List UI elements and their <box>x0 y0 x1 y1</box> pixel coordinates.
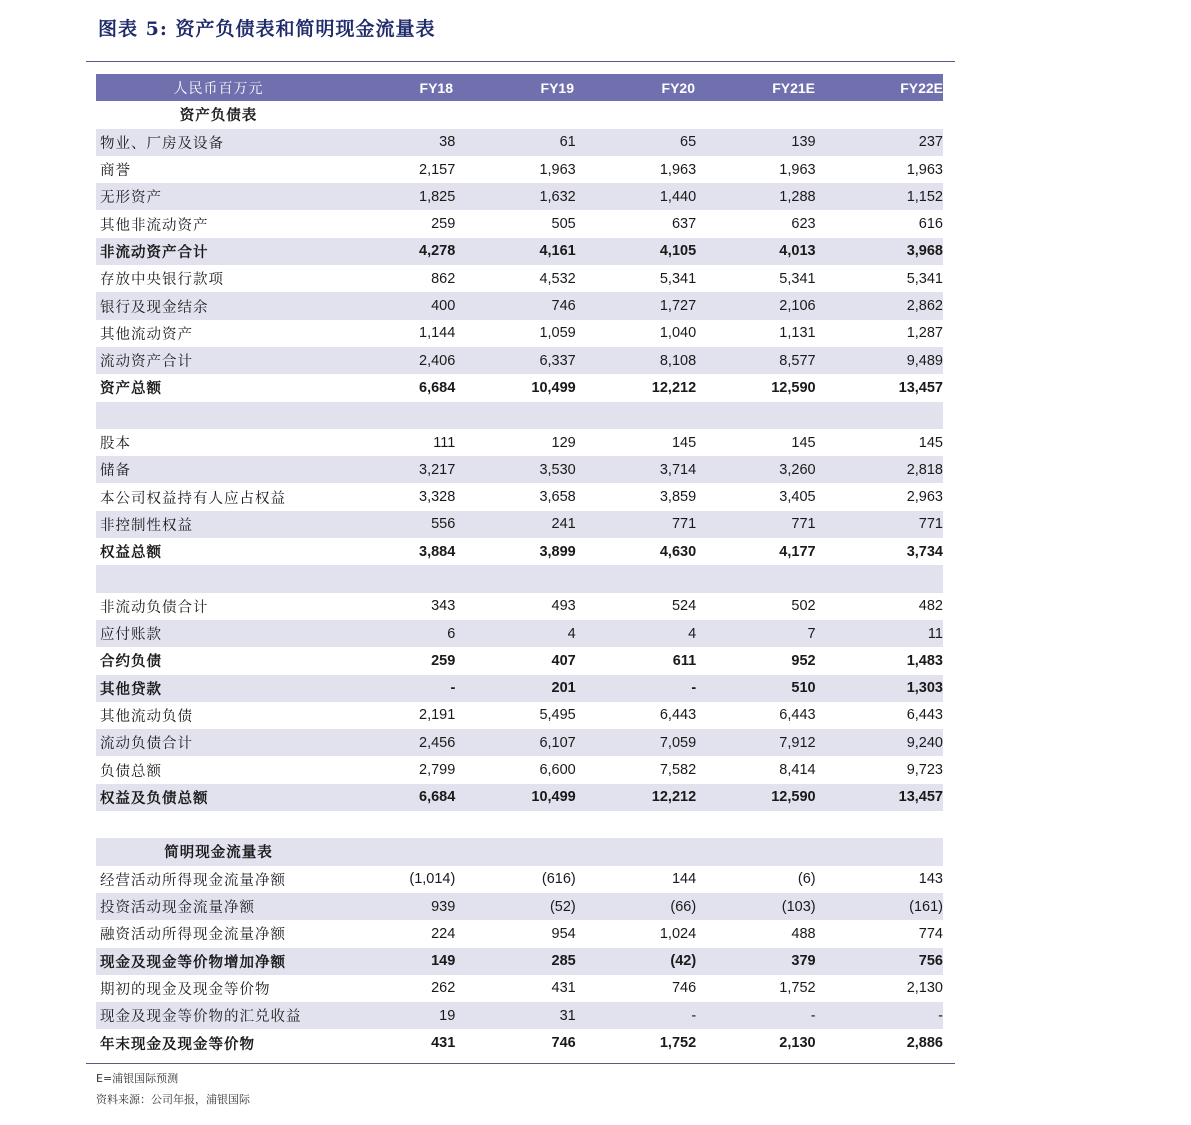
table-body <box>96 101 943 1056</box>
estimate-note: E=浦银国际预测 <box>96 1072 179 1085</box>
row-value: 1,825 <box>419 188 456 205</box>
row-value: 407 <box>551 652 576 669</box>
table-row <box>96 565 943 592</box>
table-row <box>96 129 943 156</box>
table-row <box>96 292 943 319</box>
row-value: 7,912 <box>779 734 816 751</box>
row-value: 1,963 <box>906 161 943 178</box>
row-value: 1,144 <box>419 325 456 342</box>
row-label: 简明现金流量表 <box>164 844 273 862</box>
row-value: 201 <box>551 680 576 697</box>
figure-title: 图表 5: 资产负债表和简明现金流量表 <box>98 18 436 40</box>
row-value: 4,177 <box>779 543 816 560</box>
header-unit-label: 人民币百万元 <box>173 80 264 97</box>
source-note: 资料来源：公司年报，浦银国际 <box>96 1093 250 1106</box>
row-value: 2,130 <box>906 980 943 997</box>
row-value: 4,532 <box>539 270 576 287</box>
row-value: 1,152 <box>906 188 943 205</box>
row-value: 756 <box>918 953 943 970</box>
row-value: 3,859 <box>659 489 697 506</box>
row-label: 合约负债 <box>100 653 162 671</box>
row-label: 现金及现金等价物增加净额 <box>100 953 286 971</box>
top-rule <box>86 61 955 62</box>
row-value: 431 <box>431 1035 456 1052</box>
table-row <box>96 320 943 347</box>
row-value: 3,899 <box>539 543 576 560</box>
table-row <box>96 483 943 510</box>
table-row <box>96 1002 943 1029</box>
row-label: 应付账款 <box>100 627 162 644</box>
row-value: 746 <box>671 980 697 997</box>
row-value: 237 <box>918 134 943 151</box>
table-row <box>96 538 943 565</box>
table-header-row <box>96 74 943 101</box>
row-label: 经营活动所得现金流量净额 <box>100 872 286 889</box>
row-label: 现金及现金等价物的汇兑收益 <box>100 1009 302 1026</box>
header-year-fy20: FY20 <box>661 79 695 96</box>
row-label: 银行及现金结余 <box>100 299 209 316</box>
row-value: 4,013 <box>779 243 816 260</box>
row-value: - <box>810 1007 816 1024</box>
row-value: 6,443 <box>779 707 816 724</box>
row-value: 2,191 <box>419 707 456 724</box>
row-label: 负债总额 <box>100 763 162 780</box>
row-label: 本公司权益持有人应占权益 <box>100 490 286 507</box>
row-value: 510 <box>791 680 816 697</box>
row-value: 431 <box>551 980 576 997</box>
row-value: 13,457 <box>898 379 943 396</box>
table-row <box>96 156 943 183</box>
row-value: 623 <box>791 216 816 233</box>
row-label: 流动负债合计 <box>100 736 193 753</box>
row-value: 939 <box>431 898 456 915</box>
row-value: 2,157 <box>419 161 456 178</box>
row-value: 502 <box>791 598 816 615</box>
row-value: 2,862 <box>906 298 943 315</box>
table-row <box>96 647 943 674</box>
row-label: 其他流动负债 <box>100 708 193 725</box>
row-value: 8,108 <box>659 352 697 369</box>
table-row <box>96 101 943 128</box>
row-value: 65 <box>680 134 697 151</box>
row-value: 6 <box>447 625 456 642</box>
row-label: 非流动负债合计 <box>100 599 209 616</box>
row-value: 2,130 <box>779 1035 816 1052</box>
row-value: 7,059 <box>659 734 697 751</box>
row-value: 771 <box>791 516 816 533</box>
table-row <box>96 511 943 538</box>
row-value: 637 <box>671 216 697 233</box>
row-value: 774 <box>918 925 943 942</box>
row-label: 股本 <box>100 436 131 452</box>
row-value: 1,727 <box>659 298 697 315</box>
row-value: 1,963 <box>659 161 697 178</box>
row-value: 611 <box>672 652 697 669</box>
row-value: 5,341 <box>659 270 697 287</box>
row-value: 6,337 <box>539 352 576 369</box>
row-value: 11 <box>927 625 943 642</box>
table-row <box>96 784 943 811</box>
row-value: 5,341 <box>779 270 816 287</box>
table-row <box>96 675 943 702</box>
row-value: 3,405 <box>779 489 816 506</box>
row-value: 259 <box>431 652 456 669</box>
row-value: 2,886 <box>906 1035 943 1052</box>
row-value: 1,483 <box>906 652 943 669</box>
table-row <box>96 429 943 456</box>
row-value: 746 <box>551 1035 576 1052</box>
row-label: 投资活动现金流量净额 <box>100 900 255 917</box>
row-value: 224 <box>431 925 456 942</box>
row-value: 488 <box>791 925 816 942</box>
row-value: 1,752 <box>659 1035 697 1052</box>
table-row <box>96 729 943 756</box>
row-value: 862 <box>431 270 456 287</box>
row-label: 权益总额 <box>100 544 162 562</box>
row-value: 3,968 <box>906 243 943 260</box>
row-label: 融资活动所得现金流量净额 <box>100 927 286 944</box>
row-value: 38 <box>439 134 456 151</box>
row-value: 12,590 <box>771 789 816 806</box>
table-row <box>96 920 943 947</box>
row-value: - <box>691 680 697 697</box>
row-value: 505 <box>551 216 576 233</box>
row-value: 19 <box>439 1007 456 1024</box>
row-value: 129 <box>551 434 576 451</box>
header-year-fy18: FY18 <box>419 79 453 96</box>
row-value: 145 <box>671 434 697 451</box>
row-label: 物业、厂房及设备 <box>100 135 224 152</box>
row-value: 3,217 <box>419 461 456 478</box>
row-value: 12,212 <box>651 789 697 806</box>
header-year-fy21e: FY21E <box>772 79 815 96</box>
row-value: 1,024 <box>659 925 697 942</box>
row-value: 954 <box>551 925 576 942</box>
row-value: 145 <box>918 434 943 451</box>
row-label: 权益及负债总额 <box>100 789 209 807</box>
row-value: 4,630 <box>659 543 697 560</box>
table-row <box>96 238 943 265</box>
row-label: 流动资产合计 <box>100 354 193 371</box>
row-value: 1,963 <box>539 161 576 178</box>
row-value: 111 <box>433 434 456 451</box>
row-value: 139 <box>791 134 816 151</box>
row-value: 9,489 <box>906 352 943 369</box>
row-value: 2,406 <box>419 352 456 369</box>
row-value: 2,818 <box>906 461 943 478</box>
row-value: 771 <box>918 516 943 533</box>
row-value: 1,287 <box>906 325 943 342</box>
row-value: (616) <box>541 871 576 888</box>
row-value: 8,577 <box>779 352 816 369</box>
row-value: 9,723 <box>906 762 943 779</box>
row-label: 期初的现金及现金等价物 <box>100 981 271 998</box>
row-value: 771 <box>671 516 697 533</box>
row-value: 616 <box>918 216 943 233</box>
row-value: (1,014) <box>409 871 456 888</box>
row-value: 3,734 <box>906 543 943 560</box>
row-value: 13,457 <box>898 789 943 806</box>
row-value: 6,443 <box>659 707 697 724</box>
row-value: 343 <box>431 598 456 615</box>
table-row <box>96 210 943 237</box>
row-value: 482 <box>918 598 943 615</box>
row-value: 149 <box>431 953 456 970</box>
header-year-fy19: FY19 <box>540 79 574 96</box>
row-value: 3,328 <box>419 489 456 506</box>
table-row <box>96 811 943 838</box>
row-label: 非流动资产合计 <box>100 243 209 261</box>
row-value: 4 <box>567 625 576 642</box>
table-row <box>96 975 943 1002</box>
row-value: - <box>691 1007 697 1024</box>
row-value: 493 <box>551 598 576 615</box>
table-row <box>96 456 943 483</box>
row-label: 无形资产 <box>100 190 162 207</box>
row-value: 10,499 <box>531 789 576 806</box>
row-value: 1,131 <box>779 325 816 342</box>
row-value: 746 <box>551 298 576 315</box>
table-row <box>96 1029 943 1056</box>
row-value: 7 <box>807 625 816 642</box>
row-value: 7,582 <box>659 762 697 779</box>
row-value: 6,107 <box>539 734 576 751</box>
row-value: 556 <box>431 516 456 533</box>
row-value: 285 <box>551 953 576 970</box>
table-row <box>96 948 943 975</box>
row-value: 144 <box>671 871 697 888</box>
row-value: 61 <box>559 134 576 151</box>
table-row <box>96 347 943 374</box>
table-row <box>96 866 943 893</box>
row-label: 商誉 <box>100 163 131 180</box>
row-value: 4,161 <box>539 243 576 260</box>
row-value: 241 <box>551 516 576 533</box>
row-value: 2,799 <box>419 762 456 779</box>
row-value: 145 <box>791 434 816 451</box>
row-value: 5,495 <box>539 707 576 724</box>
row-value: 952 <box>791 652 816 669</box>
row-value: 6,600 <box>539 762 576 779</box>
table-row <box>96 893 943 920</box>
row-value: 2,106 <box>779 298 816 315</box>
table-row <box>96 402 943 429</box>
row-value: (103) <box>781 898 816 915</box>
row-value: 6,684 <box>419 789 456 806</box>
row-value: 400 <box>431 298 456 315</box>
row-value: (6) <box>797 871 816 888</box>
row-value: 1,752 <box>779 980 816 997</box>
row-value: 143 <box>918 871 943 888</box>
row-value: 1,632 <box>539 188 576 205</box>
row-value: 12,212 <box>651 379 697 396</box>
row-value: 31 <box>559 1007 576 1024</box>
table-row <box>96 374 943 401</box>
row-value: 8,414 <box>779 762 816 779</box>
row-label: 非控制性权益 <box>100 517 193 534</box>
row-value: 1,963 <box>779 161 816 178</box>
row-value: 2,456 <box>419 734 456 751</box>
row-value: 3,714 <box>659 461 697 478</box>
table-row <box>96 265 943 292</box>
row-value: 5,341 <box>906 270 943 287</box>
row-value: 524 <box>671 598 697 615</box>
row-value: 1,059 <box>539 325 576 342</box>
table-row <box>96 756 943 783</box>
row-value: - <box>938 1007 943 1024</box>
row-label: 资产总额 <box>100 380 162 398</box>
row-value: (161) <box>909 898 943 915</box>
row-value: 10,499 <box>531 379 576 396</box>
row-value: 4,105 <box>659 243 697 260</box>
table-row <box>96 593 943 620</box>
row-value: (66) <box>670 898 697 915</box>
row-label: 存放中央银行款项 <box>100 272 224 289</box>
row-value: 3,884 <box>419 543 456 560</box>
row-value: 1,303 <box>906 680 943 697</box>
row-value: 3,530 <box>539 461 576 478</box>
row-value: 4 <box>688 625 697 642</box>
row-value: - <box>450 680 456 697</box>
row-value: 1,440 <box>659 188 697 205</box>
row-label: 资产负债表 <box>179 107 258 125</box>
row-value: 9,240 <box>906 734 943 751</box>
row-value: 6,443 <box>906 707 943 724</box>
row-value: 259 <box>431 216 456 233</box>
row-value: 2,963 <box>906 489 943 506</box>
header-year-fy22e: FY22E <box>900 79 943 96</box>
row-label: 其他贷款 <box>100 680 162 698</box>
row-value: 1,040 <box>659 325 697 342</box>
table-row <box>96 838 943 865</box>
row-value: 6,684 <box>419 379 456 396</box>
row-label: 其他流动资产 <box>100 326 193 343</box>
row-value: 4,278 <box>419 243 456 260</box>
row-label: 年末现金及现金等价物 <box>100 1035 255 1053</box>
row-value: 3,260 <box>779 461 816 478</box>
row-value: 1,288 <box>779 188 816 205</box>
table-row <box>96 702 943 729</box>
row-value: 379 <box>791 953 816 970</box>
row-label: 储备 <box>100 463 131 480</box>
row-value: 262 <box>431 980 456 997</box>
row-label: 其他非流动资产 <box>100 217 209 234</box>
row-value: (42) <box>670 953 697 970</box>
row-value: 3,658 <box>539 489 576 506</box>
row-value: 12,590 <box>771 379 816 396</box>
bottom-rule <box>86 1063 955 1064</box>
balance-sheet-table <box>96 74 943 1057</box>
table-row <box>96 183 943 210</box>
row-value: (52) <box>549 898 576 915</box>
table-row <box>96 620 943 647</box>
